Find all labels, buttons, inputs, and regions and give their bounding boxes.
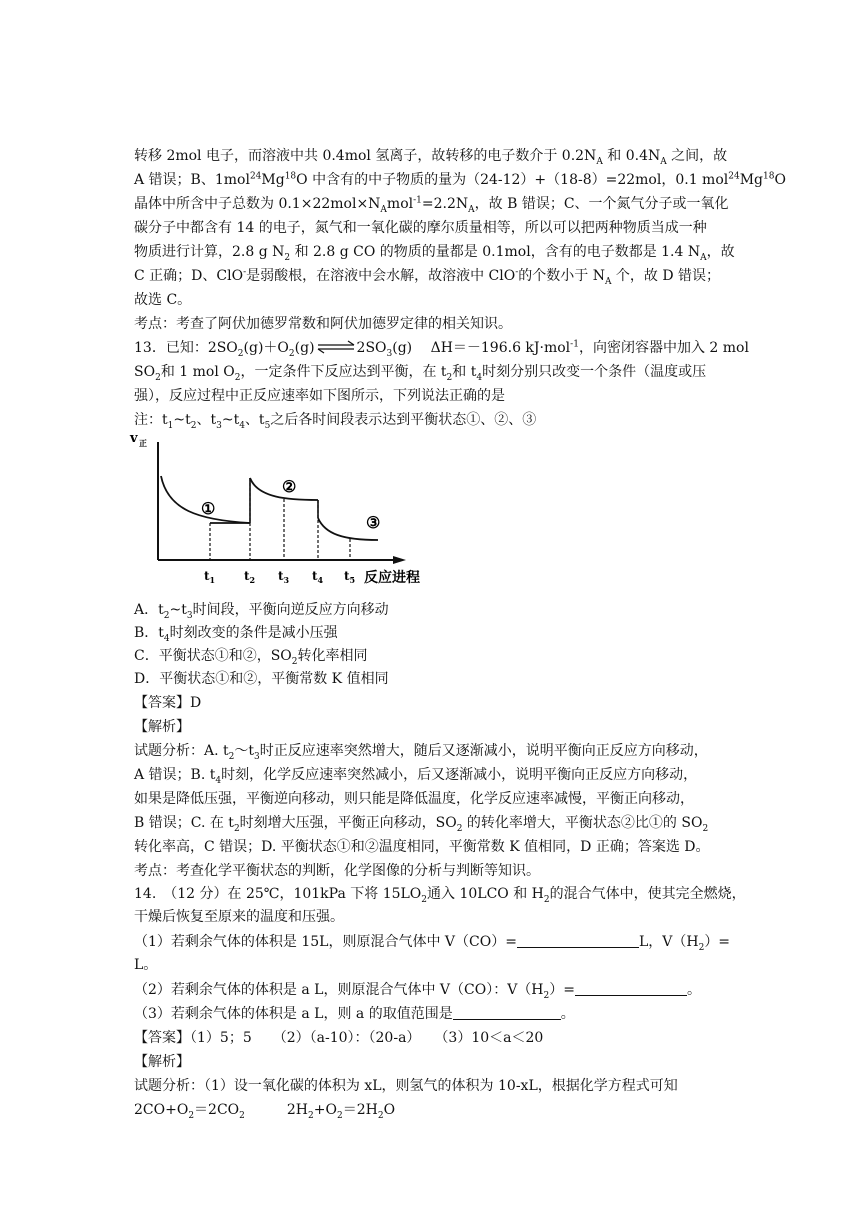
text-run: ，一定条件下反应达到平衡，在 t: [240, 364, 447, 380]
text-line: [134, 170, 786, 190]
text-run: 如果是降低压强，平衡逆向移动，则只能是降低温度，化学反应速率减慢，平衡正向移动，: [134, 791, 694, 807]
text-run: ~t: [173, 412, 191, 428]
text-line: [134, 837, 734, 857]
text-run: 、t: [244, 412, 265, 428]
text-run: 和 1 mol O: [160, 364, 235, 380]
text-run: L。: [134, 957, 158, 973]
superscript: 18: [284, 171, 297, 182]
text-run: 是弱酸根，在溶液中会水解，故溶液中 ClO: [246, 268, 516, 284]
text-line: [134, 741, 734, 761]
text-line: [134, 410, 734, 430]
text-line: [134, 813, 734, 833]
text-run: 和 t: [452, 364, 477, 380]
text-line: [134, 955, 734, 975]
tick-t5: $t_5$: [344, 569, 356, 585]
text-run: 考点：考查了阿伏加德罗常数和阿伏加德罗定律的相关知识。: [134, 316, 512, 332]
text-run: 转移 2mol 电子，而溶液中共 0.4mol 氢离子，故转移的电子数介于 0.2N: [134, 148, 597, 164]
text-run: 考点：考查化学平衡状态的判断，化学图像的分析与判断等知识。: [134, 863, 540, 879]
subscript: 2: [308, 1110, 314, 1121]
text-run: B．t: [134, 625, 164, 641]
text-line: [134, 242, 734, 262]
text-run: 强），反应过程中正反应速率如下图所示，下列说法正确的是: [134, 388, 505, 404]
x-axis-arrow: [393, 556, 406, 564]
text-run: 晶体中所含中子总数为 0.1×22mol×N: [134, 196, 381, 212]
text-run: Mg: [739, 172, 763, 188]
subscript: A: [660, 156, 667, 167]
text-line: [134, 362, 734, 382]
subscript: A: [380, 204, 387, 215]
text-run: ~t: [169, 602, 187, 618]
text-run: 个，故 D 错误；: [611, 268, 721, 284]
text-line: [134, 338, 749, 359]
text-run: 注：t: [134, 412, 168, 428]
subscript: 2: [377, 1110, 384, 1121]
text-run: =2.2N: [421, 196, 469, 212]
text-line: [134, 1076, 734, 1096]
subscript: A: [596, 156, 603, 167]
text-line: [134, 932, 734, 952]
text-run: 时刻分别只改变一个条件（温度或压: [482, 364, 707, 380]
text-run: D．平衡状态①和②，平衡常数 K 值相同: [134, 671, 389, 687]
subscript: 4: [476, 372, 483, 383]
text-run: ，故 B 错误；C、一个氮气分子或一氧化: [474, 196, 729, 212]
subscript: 2: [421, 894, 428, 905]
text-run: 转化率相同: [297, 648, 368, 664]
text-line: [134, 907, 734, 927]
text-run: ，向密闭容器中加入 2 mol: [578, 340, 749, 356]
text-run: 2H: [244, 1102, 309, 1118]
tick-t1: $t_1$: [204, 569, 216, 585]
text-run: 的转化率增大，平衡状态②比①的 SO: [462, 815, 703, 831]
text-run: B 错误；C. 在 t: [134, 815, 234, 831]
text-run: ）=: [549, 982, 575, 998]
text-run: A．t: [134, 602, 164, 618]
subscript: 1: [167, 420, 174, 431]
text-run: 的混合气体中，使其完全燃烧，: [549, 886, 746, 902]
superscript: -1: [413, 195, 422, 206]
text-run: mol: [386, 196, 414, 212]
subscript: A: [700, 252, 707, 263]
text-line: [134, 146, 734, 166]
tick-t3: $t_3$: [278, 569, 290, 585]
text-run: ，故: [706, 244, 735, 260]
superscript: 18: [762, 171, 775, 182]
text-run: ～t: [234, 743, 255, 759]
text-run: 时刻，化学反应速率突然减小，后又逐渐减小，说明平衡向正反应方向移动，: [221, 767, 698, 783]
subscript: 2: [155, 372, 161, 383]
text-run: 时刻改变的条件是减小压强: [169, 625, 338, 641]
answer-blank: [575, 981, 687, 996]
text-run: 干燥后恢复至原来的温度和压强。: [134, 909, 344, 925]
text-line: [134, 717, 734, 737]
tick-t4: $t_4$: [312, 569, 324, 585]
text-line: [134, 861, 734, 881]
subscript: A: [604, 276, 612, 287]
subscript: 2: [190, 420, 197, 431]
text-run: A 错误；B. t: [134, 767, 216, 783]
text-line: [134, 693, 734, 713]
text-run: 13．已知：2SO: [134, 340, 238, 356]
text-run: （2）若剩余气体的体积是 a L，则原混合气体中 V（CO）：V（H: [134, 982, 544, 998]
text-run: 【解析】: [134, 1054, 190, 1070]
text-run: A 错误；B、1mol: [134, 172, 250, 188]
text-run: 2SO: [356, 340, 387, 356]
text-run: 之后各时间段表示达到平衡状态①、②、③: [270, 412, 537, 428]
subscript: 2: [234, 372, 241, 383]
text-line: [134, 789, 734, 809]
subscript: 3: [216, 420, 222, 431]
subscript: 2: [336, 1110, 343, 1121]
y-axis-label-v: v: [130, 431, 138, 446]
subscript: 2: [233, 823, 240, 834]
subscript: A: [468, 204, 475, 215]
text-run: （3）若剩余气体的体积是 a L，则 a 的取值范围是: [134, 1006, 453, 1022]
text-run: SO: [134, 364, 156, 380]
text-run: 14. （12 分）在 25℃，101kPa 下将 15LO: [134, 886, 422, 902]
superscript: -: [515, 267, 519, 278]
answer-blank: [517, 933, 639, 948]
text-run: ~t: [221, 412, 240, 428]
text-run: O: [774, 172, 786, 188]
text-line: [134, 290, 734, 310]
subscript: 5: [264, 420, 271, 431]
subscript: 2: [163, 610, 170, 621]
text-run: 时间段，平衡向逆反应方向移动: [192, 602, 389, 618]
text-run: Mg: [261, 172, 285, 188]
text-run: ）=: [704, 934, 731, 950]
state-label-3: ③: [366, 513, 381, 532]
subscript: 3: [186, 610, 193, 621]
answer-blank: [453, 1005, 561, 1020]
subscript: 2: [702, 823, 709, 834]
text-line: [134, 1100, 734, 1120]
text-run: 碳分子中都含有 14 的电子，氮气和一氧化碳的摩尔质量相等，所以可以把两种物质当成一种: [134, 220, 707, 236]
subscript: 2: [188, 1110, 195, 1121]
superscript: -: [243, 267, 247, 278]
subscript: 2: [698, 942, 705, 953]
text-run: 和 0.4N: [602, 148, 661, 164]
superscript: -1: [570, 339, 579, 350]
text-line: [134, 600, 734, 620]
text-run: 通入 10LCO 和 H: [427, 886, 544, 902]
subscript: 2: [446, 372, 453, 383]
text-run: 试题分析：A. t: [134, 743, 229, 759]
text-line: [134, 884, 746, 905]
subscript: 3: [254, 751, 260, 762]
text-run: 的个数小于 N: [518, 268, 605, 284]
text-run: 和 2.8 g CO 的物质的量都是 0.1mol，含有的电子数都是 1.4 N: [290, 244, 701, 260]
text-line: [134, 386, 734, 406]
text-run: 时正反应速率突然增大，随后又逐渐减小，说明平衡向正反应方向移动，: [259, 743, 708, 759]
text-run: 时刻增大压强，平衡正向移动，SO: [239, 815, 457, 831]
text-run: 物质进行计算，2.8 g N: [134, 244, 285, 260]
text-run: L，V（H: [638, 934, 699, 950]
subscript: 2: [284, 252, 291, 263]
text-line: [134, 1028, 734, 1048]
text-run: +O: [313, 1102, 337, 1118]
x-ticks: [204, 569, 355, 585]
state-label-1: ①: [201, 499, 216, 518]
text-run: C．平衡状态①和②，SO: [134, 648, 292, 664]
subscript: 4: [215, 775, 222, 786]
text-run: (g): [294, 340, 315, 356]
text-line: [134, 980, 734, 1000]
superscript: 24: [728, 171, 740, 182]
tick-t2: $t_2$: [244, 569, 256, 585]
subscript: 2: [237, 348, 244, 359]
text-run: 【答案】（1）5；5 （2）（a-10）：（20-a） （3）10＜a＜20: [134, 1030, 544, 1046]
subscript: 2: [228, 751, 235, 762]
text-run: 故选 C。: [134, 292, 192, 308]
text-line: [134, 266, 734, 286]
text-run: 之间，故: [666, 148, 728, 164]
text-line: [134, 218, 734, 238]
text-run: ＝2H: [342, 1102, 378, 1118]
text-run: O 中含有的中子物质的量为（24-12）+（18-8）=22mol，0.1 mol: [296, 172, 729, 188]
subscript: 2: [288, 348, 295, 359]
text-run: 。: [560, 1006, 575, 1022]
x-axis-label: 反应进程: [364, 570, 420, 586]
subscript: 4: [163, 633, 170, 644]
text-run: 2CO+O: [134, 1102, 189, 1118]
subscript: 2: [543, 894, 550, 905]
text-run: 【解析】: [134, 719, 190, 735]
subscript: 2: [291, 656, 298, 667]
subscript: 2: [543, 990, 550, 1001]
text-run: O: [383, 1102, 396, 1118]
text-run: (g) ΔH＝－196.6 kJ·mol: [392, 340, 571, 356]
text-run: 【答案】D: [134, 695, 202, 711]
text-line: [134, 623, 734, 643]
equilibrium-arrow-icon: [315, 340, 357, 354]
text-line: [134, 194, 734, 214]
text-run: C 正确；D、ClO: [134, 268, 244, 284]
state-label-2: ②: [282, 477, 297, 496]
text-line: [134, 669, 734, 689]
text-line: [134, 646, 734, 666]
subscript: 2: [456, 823, 463, 834]
reaction-rate-chart: [128, 428, 438, 590]
text-line: [134, 314, 734, 334]
text-line: [134, 1004, 734, 1024]
y-axis-label-sub: 正: [139, 438, 147, 448]
text-run: 。: [687, 982, 701, 998]
subscript: 4: [239, 420, 245, 431]
text-run: 、t: [196, 412, 217, 428]
subscript: 3: [386, 348, 393, 359]
superscript: 24: [249, 171, 262, 182]
subscript: 2: [239, 1110, 245, 1121]
text-run: ＝2CO: [194, 1102, 240, 1118]
text-line: [134, 765, 734, 785]
text-run: （1）若剩余气体的体积是 15L，则原混合气体中 V（CO）=: [134, 934, 517, 950]
text-run: 试题分析：（1）设一氧化碳的体积为 xL，则氢气的体积为 10-xL，根据化学方程式可知: [134, 1078, 678, 1094]
text-line: [134, 1052, 734, 1072]
text-run: 转化率高，C 错误；D. 平衡状态①和②温度相同，平衡常数 K 值相同，D 正确；答案选 D。: [134, 839, 710, 855]
y-axis-label: [129, 431, 147, 448]
text-run: (g)＋O: [243, 340, 289, 356]
